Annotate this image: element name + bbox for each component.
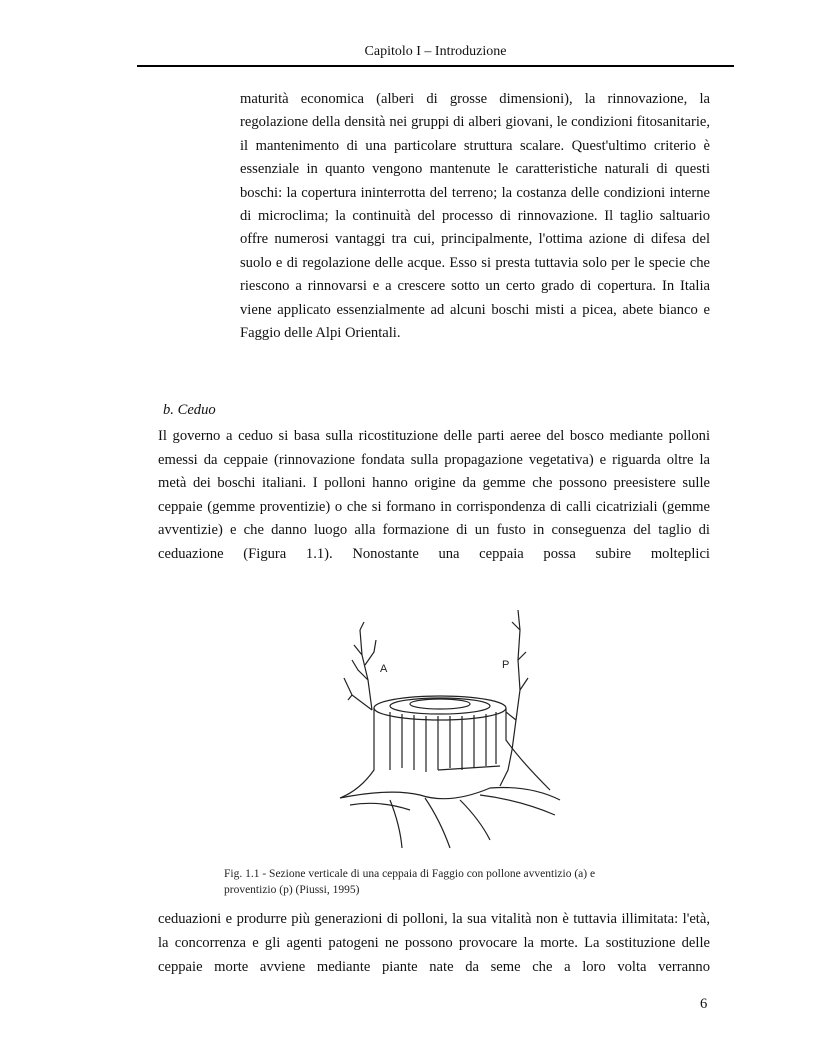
paragraph-1-text: Il governo a ceduo si basa sulla ricostituzione delle parti aeree del bosco mediante polloni emessi da ceppaie (rinnovazione fondata sulla propagazione vegetativa) e riguarda oltre la metà dei boschi italiani. I polloni hanno origine da gemme che possono preesistere sulle ceppaie (gemme proventizie) o che si formano in corrispondenza di calli cicatriziali (gemme avventizie) e che danno luogo alla formazione di un fusto in conseguenza del taglio di ceduazione (Figura 1.1). Nonostante una ceppaia possa subire molteplici: [158, 428, 710, 562]
paragraph-2-text: ceduazioni e produrre più generazioni di polloni, la sua vitalità non è tuttavia illimitata: l'età, la concorrenza e gli agenti patogeni ne possono provocare la morte. La sostituzione delle ceppaie morte avviene mediante piante nate da seme che a loro volta verranno: [158, 911, 710, 975]
caption-line-2: proventizio (p) (Piussi, 1995): [224, 884, 360, 896]
left-shoot-stem: [360, 630, 372, 710]
figure-caption: [224, 866, 664, 898]
caption-line-1: Fig. 1.1 - Sezione verticale di una ceppaia di Faggio con pollone avventizio (a) e: [224, 868, 596, 880]
label-p: P: [502, 659, 510, 671]
label-a: A: [380, 663, 388, 675]
stump-left-side: [340, 708, 374, 798]
section-heading: b. Ceduo: [163, 402, 216, 418]
paragraph-2: [158, 908, 710, 979]
paragraph-1: [158, 425, 710, 566]
stump-drawing: [330, 600, 570, 850]
running-header: Capitolo I – Introduzione: [364, 44, 507, 59]
root-line: [340, 788, 560, 801]
page-number: 6: [700, 996, 708, 1012]
indented-paragraph-text: maturità economica (alberi di grosse dimensioni), la rinnovazione, la regolazione della densità nei gruppi di alberi giovani, le condizioni fitosanitarie, il mantenimento di una particolare struttura scalare. Quest'ultimo criterio è essenziale in quanto vengono mantenute le caratteristiche naturali di questi boschi: la copertura ininterrotta del terreno; la costanza delle condizioni interne di microclima; la continuità del processo di rinnovazione. Il taglio saltuario offre numerosi vantaggi tra cui, principalmente, l'ottima azione di difesa del suolo e di regolazione delle acque. Esso si presta tuttavia solo per le specie che riescono a rinnovarsi e a crescere sotto un certo grado di copertura. In Italia viene applicato essenzialmente ad alcuni boschi misti a picea, abete bianco e Faggio delle Alpi Orientali.: [240, 91, 710, 342]
stump-right-side: [506, 708, 550, 790]
header-rule: [137, 65, 734, 67]
right-shoot-stem: [512, 610, 520, 750]
figure-stump-illustration: [330, 600, 570, 850]
indented-paragraph: [240, 88, 710, 345]
